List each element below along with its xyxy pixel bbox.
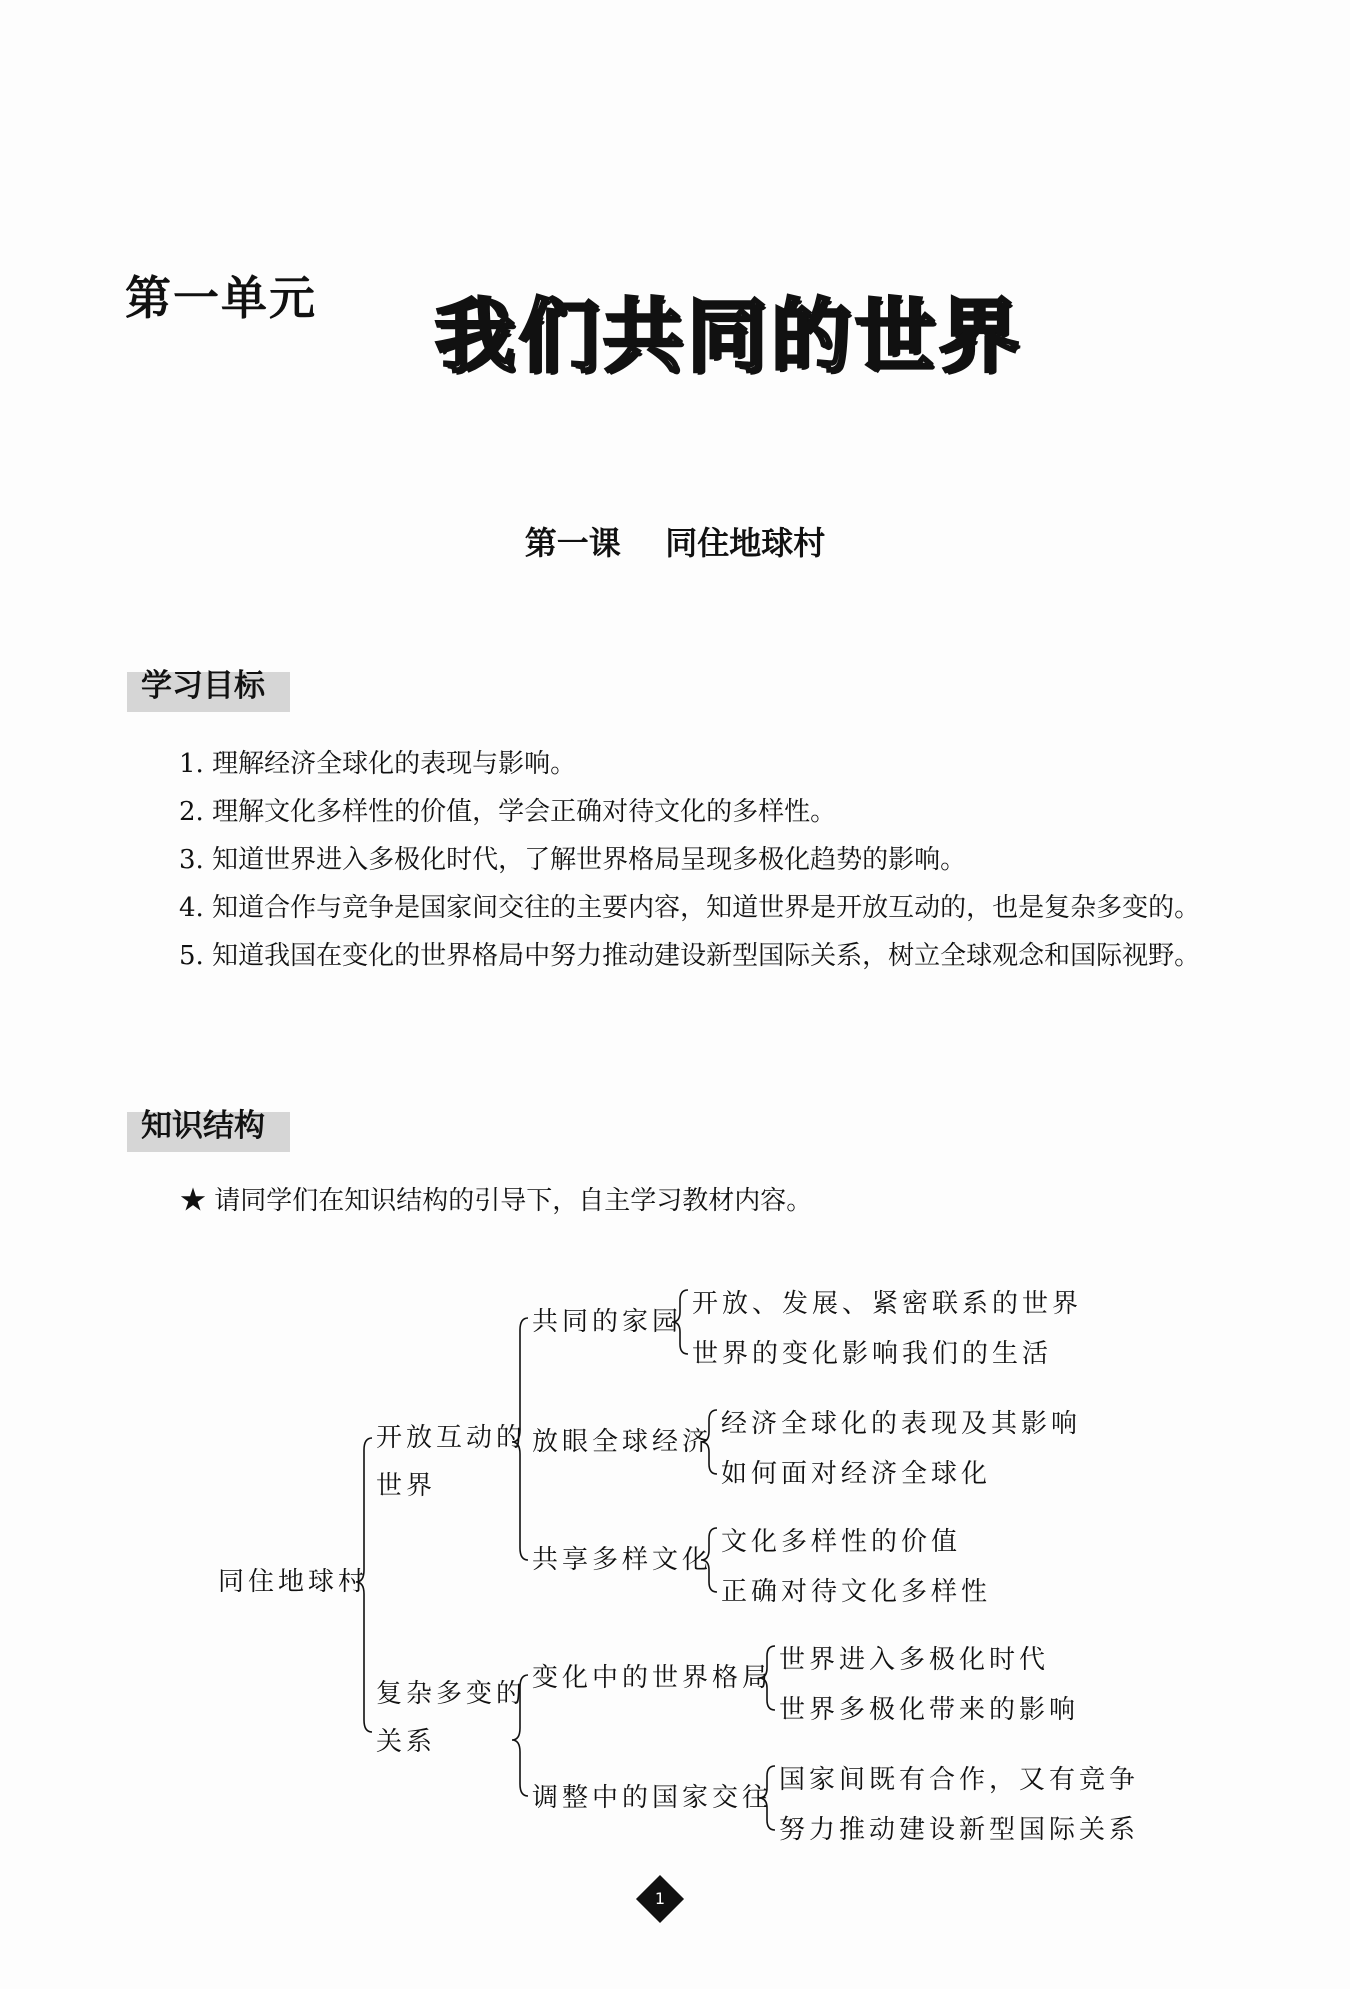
tree-child: 变化中的世界格局 [532, 1663, 773, 1693]
tree-leaf: 世界多极化带来的影响 [779, 1695, 1080, 1725]
tree-root: 同住地球村 [218, 1567, 369, 1597]
goal-item: 2. 理解文化多样性的价值，学会正确对待文化的多样性。 [179, 797, 837, 827]
tree-child: 共同的家园 [532, 1307, 683, 1337]
tree-leaf: 经济全球化的表现及其影响 [721, 1409, 1082, 1439]
goal-item: 1. 理解经济全球化的表现与影响。 [179, 749, 577, 779]
page-number: 1 [654, 1889, 666, 1908]
tree-child: 共享多样文化 [532, 1545, 713, 1575]
lesson-title: 第一课 同住地球村 [524, 524, 826, 562]
tree-leaf: 开放、发展、紧密联系的世界 [692, 1289, 1083, 1319]
tree-child: 放眼全球经济 [532, 1427, 713, 1457]
tree-leaf: 正确对待文化多样性 [721, 1577, 992, 1607]
tree-child: 调整中的国家交往 [532, 1783, 773, 1813]
unit-label: 第一单元 [125, 271, 317, 325]
tree-leaf: 世界进入多极化时代 [779, 1645, 1050, 1675]
tree-leaf: 世界的变化影响我们的生活 [692, 1339, 1053, 1369]
goal-item: 5. 知道我国在变化的世界格局中努力推动建设新型国际关系，树立全球观念和国际视野。 [179, 941, 1201, 971]
section-heading-goals-label: 学习目标 [141, 668, 265, 704]
unit-title: 我们共同的世界 [435, 290, 1023, 383]
tree-leaf: 国家间既有合作，又有竞争 [779, 1765, 1140, 1795]
structure-intro: ★ 请同学们在知识结构的引导下，自主学习教材内容。 [180, 1186, 813, 1216]
section-heading-structure-label: 知识结构 [141, 1108, 265, 1144]
goal-item: 3. 知道世界进入多极化时代，了解世界格局呈现多极化趋势的影响。 [179, 845, 967, 875]
tree-branch: 复杂多变的关系 [376, 1679, 527, 1757]
tree-leaf: 如何面对经济全球化 [721, 1459, 992, 1489]
goal-item: 4. 知道合作与竞争是国家间交往的主要内容，知道世界是开放互动的，也是复杂多变的。 [179, 893, 1201, 923]
tree-branch: 开放互动的世界 [376, 1423, 527, 1501]
tree-leaf: 努力推动建设新型国际关系 [779, 1815, 1140, 1845]
tree-leaf: 文化多样性的价值 [721, 1527, 962, 1557]
